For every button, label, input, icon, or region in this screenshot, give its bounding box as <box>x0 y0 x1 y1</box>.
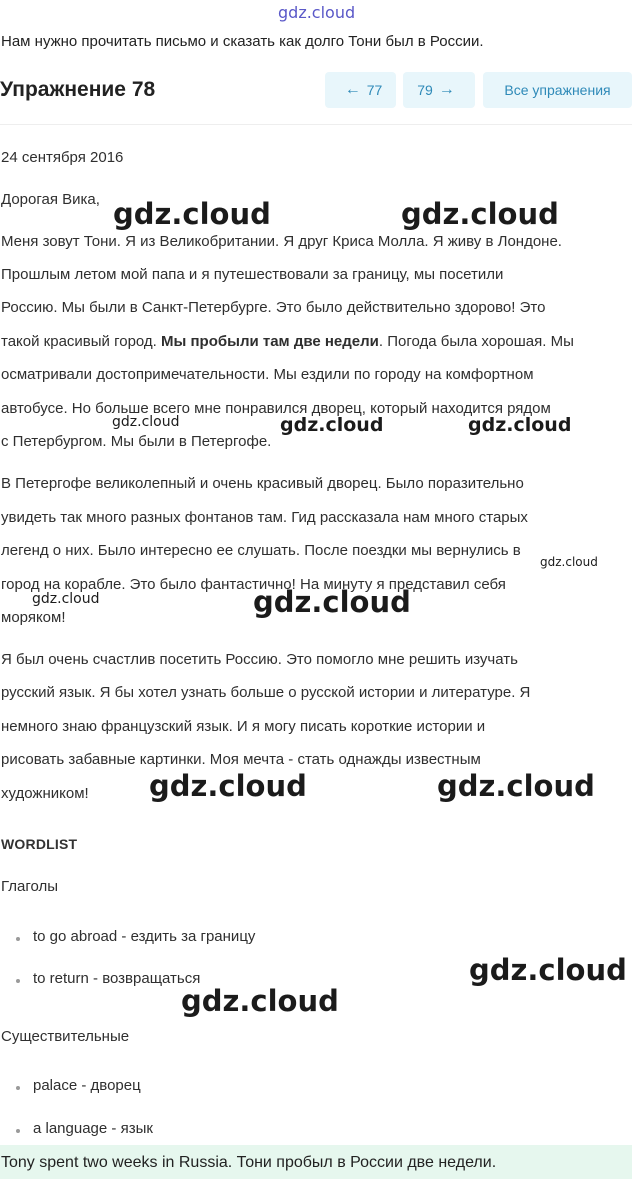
letter-greeting: Дорогая Вика, <box>1 191 100 208</box>
letter-key-sentence: Мы пробыли там две недели <box>161 333 379 350</box>
watermark: gdz.cloud <box>112 414 180 430</box>
letter-line: автобусе. Но больше всего мне понравился дворец, который находится рядом <box>1 400 551 417</box>
bullet-icon <box>16 979 20 983</box>
letter-line: русский язык. Я бы хотел узнать больше о русской истории и литературе. Я <box>1 684 531 701</box>
letter-line: осматривали достопримечательности. Мы ездили по городу на комфортном <box>1 366 534 383</box>
watermark: gdz.cloud <box>469 953 627 987</box>
letter-line: с Петербургом. Мы были в Петергофе. <box>1 433 272 450</box>
arrow-right-icon: → <box>438 81 455 98</box>
letter-line: Россию. Мы были в Санкт-Петербурге. Это было действительно здорово! Это <box>1 299 546 316</box>
bullet-icon <box>16 1086 20 1090</box>
arrow-left-icon: ← <box>344 81 361 98</box>
letter-line: Я был очень счастлив посетить Россию. Это помогло мне решить изучать <box>1 651 518 668</box>
bullet-icon <box>16 1129 20 1133</box>
verbs-heading: Глаголы <box>1 878 59 895</box>
list-item: a language - язык <box>33 1120 153 1137</box>
header-divider <box>0 124 632 125</box>
letter-line: увидеть так много разных фонтанов там. Гид рассказала нам много старых <box>1 509 528 526</box>
watermark: gdz.cloud <box>253 585 411 619</box>
next-exercise-button[interactable] <box>403 72 475 108</box>
list-item: palace - дворец <box>33 1077 141 1094</box>
watermark: gdz.cloud <box>32 591 100 607</box>
prev-exercise-label: 77 <box>366 82 383 98</box>
letter-line-highlight <box>1 334 574 349</box>
letter-date: 24 сентября 2016 <box>1 149 124 166</box>
list-item: to return - возвращаться <box>33 970 201 987</box>
watermark: gdz.cloud <box>149 769 307 803</box>
letter-line-part: такой красивый город. <box>1 333 162 350</box>
answer-text: Tony spent two weeks in Russia. Тони пробыл в России две недели. <box>1 1154 497 1171</box>
letter-line: моряком! <box>1 609 66 626</box>
list-item: to go abroad - ездить за границу <box>33 928 256 945</box>
watermark: gdz.cloud <box>113 197 271 231</box>
intro-text: Нам нужно прочитать письмо и сказать как долго Тони был в России. <box>1 33 484 50</box>
all-exercises-label: Все упражнения <box>504 82 611 98</box>
exercise-title: Упражнение 78 <box>0 78 156 101</box>
bullet-icon <box>16 937 20 941</box>
letter-line: город на корабле. Это было фантастично! На минуту я представил себя <box>1 576 506 593</box>
nouns-heading: Существительные <box>1 1028 130 1045</box>
prev-exercise-button[interactable] <box>325 72 396 108</box>
watermark: gdz.cloud <box>468 414 572 436</box>
letter-line: немного знаю французский язык. И я могу писать короткие истории и <box>1 718 486 735</box>
letter-line: Меня зовут Тони. Я из Великобритании. Я друг Криса Молла. Я живу в Лондоне. <box>1 233 562 250</box>
wordlist-heading: WORDLIST <box>1 836 78 852</box>
all-exercises-button[interactable] <box>483 72 632 108</box>
letter-line: Прошлым летом мой папа и я путешествовали за границу, мы посетили <box>1 266 504 283</box>
watermark: gdz.cloud <box>280 414 384 436</box>
letter-line: легенд о них. Было интересно ее слушать. После поездки мы вернулись в <box>1 542 521 559</box>
watermark: gdz.cloud <box>181 984 339 1018</box>
watermark: gdz.cloud <box>540 555 598 569</box>
letter-line: художником! <box>1 785 89 802</box>
letter-line-part: . Погода была хорошая. Мы <box>378 333 574 350</box>
letter-line: В Петергофе великолепный и очень красивый дворец. Было поразительно <box>1 475 524 492</box>
watermark: gdz.cloud <box>437 769 595 803</box>
top-watermark: gdz.cloud <box>278 3 356 22</box>
next-exercise-label: 79 <box>417 82 433 98</box>
watermark: gdz.cloud <box>401 197 559 231</box>
letter-line: рисовать забавные картинки. Моя мечта - стать однажды известным <box>1 751 481 768</box>
